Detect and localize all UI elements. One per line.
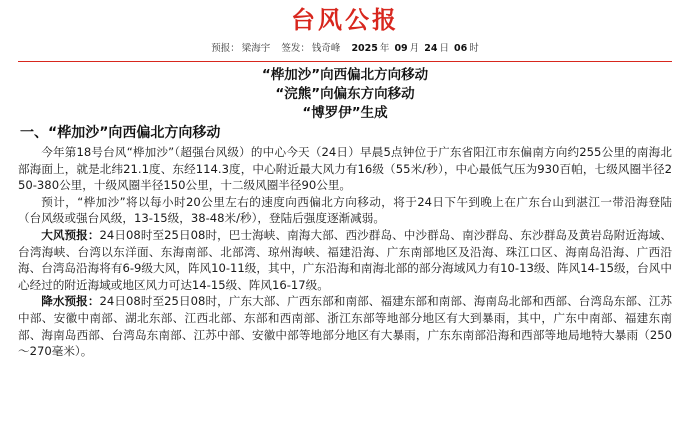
- paragraph-wind-forecast: [18, 227, 672, 293]
- paragraph-text: 24日08时至25日08时，广东大部、广西东部和南部、福建东部和南部、海南岛北部和西部、台湾岛东部、江苏中部、安徽中南部、湖北东部、江西北部、东部和西南部、浙江东部等地部分地区有大到暴雨，其中，广东中南部、福建东南部、海南岛西部、台湾岛东南部、江苏中部、安徽中部等地部分地区有大暴雨，广东东南部沿海和西部等地局地特大暴雨（250～270毫米）。: [18, 294, 672, 359]
- paragraph-lead: 大风预报：: [41, 227, 100, 242]
- date-month: 09: [394, 43, 408, 54]
- paragraph-text: 预计，“桦加沙”将以每小时20公里左右的速度向西偏北方向移动，将于24日下午到晚上在广东台山到湛江一带沿海登陆（台风级或强台风级，13-15级，38-48米/秒），登陆后强度逐渐减弱。: [18, 194, 672, 226]
- paragraph-text: 今年第18号台风“桦加沙”（超强台风级）的中心今天（24日）早晨5点钟位于广东省阳江市东偏南方向约255公里的南海北部海面上，就是北纬21.1度、东经114.3度，中心附近最大风力有16级（55米/秒），中心最低气压为930百帕，七级风圈半径250-380公里，十级风圈半径150公里，十二级风圈半径90公里。: [18, 145, 672, 193]
- date-hour: 06: [454, 43, 468, 54]
- paragraph-lead: 降水预报：: [41, 294, 100, 309]
- date-day-unit: 日: [439, 43, 449, 54]
- issuer-name: 梁海宇: [241, 43, 271, 54]
- header-divider: [18, 61, 672, 62]
- section-typhoon-ragasa: [18, 123, 672, 360]
- bulletin-meta: [18, 40, 672, 58]
- paragraph-current-position: [18, 144, 672, 194]
- masthead-title: 台风公报: [291, 6, 399, 34]
- approver-name: 钱奇峰: [311, 43, 341, 54]
- issuer-label: 预报：: [211, 43, 240, 54]
- date-year-unit: 年: [379, 43, 390, 54]
- section-title: 一、“桦加沙”向西偏北方向移动: [20, 125, 221, 141]
- paragraph-rain-forecast: [18, 293, 672, 359]
- approver-label: 签发：: [281, 43, 310, 54]
- date-month-unit: 月: [409, 43, 420, 54]
- headline-item: “浣熊”向偏东方向移动: [275, 86, 415, 102]
- date-year: 2025: [351, 43, 378, 54]
- date-hour-unit: 时: [469, 43, 479, 54]
- date-day: 24: [424, 43, 438, 54]
- paragraph-forecast: [18, 194, 672, 227]
- headline-item: “桦加沙”向西偏北方向移动: [261, 67, 429, 83]
- headlines: [18, 66, 672, 123]
- headline-item: “博罗伊”生成: [302, 105, 388, 121]
- masthead: [18, 0, 672, 38]
- paragraph-text: 24日08时至25日08时，巴士海峡、南海大部、西沙群岛、中沙群岛、南沙群岛、东沙群岛及黄岩岛附近海域、台湾海峡、台湾以东洋面、东海南部、北部湾、琼州海峡、福建沿海、广东南部地区及沿海、珠江口区、海南岛沿海、广西沿海、台湾岛沿海将有6-9级大风，阵风10-11级，其中，广东沿海和南海北部的部分海域风力有10-13级、阵风14-15级，台风中心经过的附近海域或地区风力可达14-15级、阵风16-17级。: [18, 227, 672, 292]
